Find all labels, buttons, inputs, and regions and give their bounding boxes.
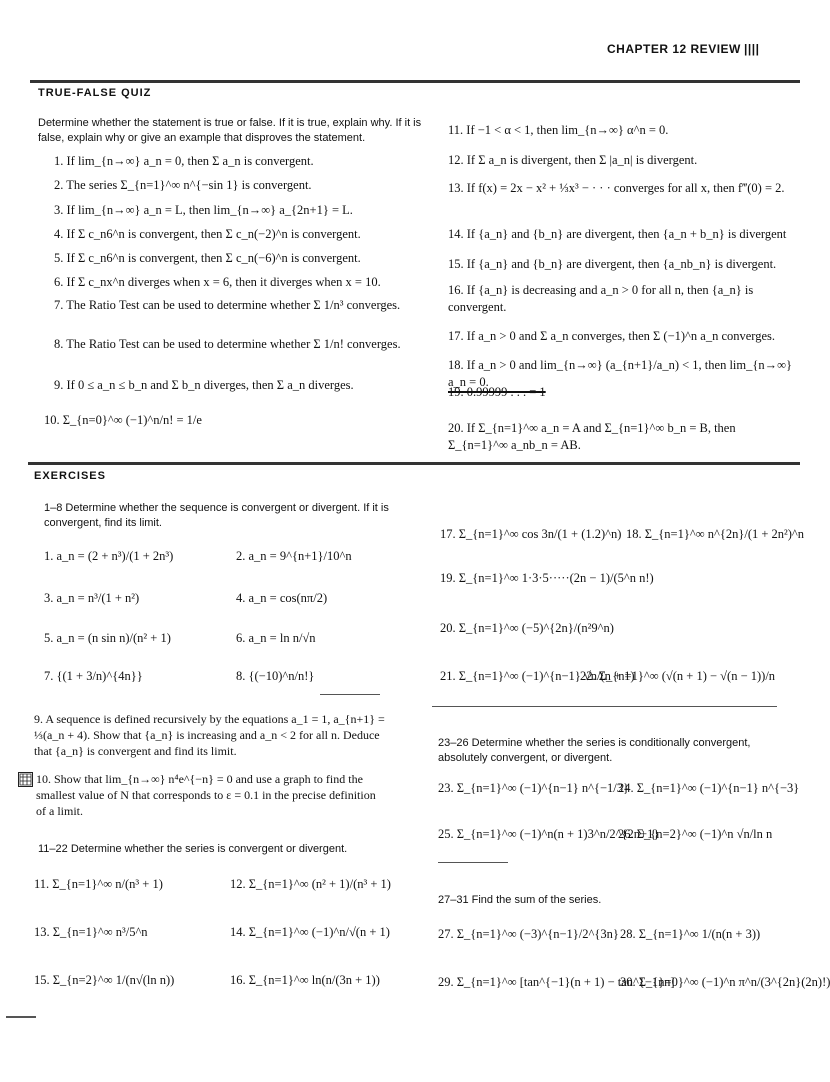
ex-8-rule <box>320 694 380 695</box>
ex-28: 28. Σ_{n=1}^∞ 1/(n(n + 3)) <box>620 927 761 941</box>
tf-heading: TRUE-FALSE QUIZ <box>38 87 152 99</box>
tf-18: 18. If a_n > 0 and lim_{n→∞} (a_{n+1}/a_n) < 1, then lim_{n→∞} a_n = 0. <box>448 358 793 389</box>
tf-1: 1. If lim_{n→∞} a_n = 0, then Σ a_n is convergent. <box>54 154 314 168</box>
chapter-marker: |||| <box>744 42 760 56</box>
ex-17: 17. Σ_{n=1}^∞ cos 3n/(1 + (1.2)^n) <box>440 527 622 541</box>
tf-12: 12. If Σ a_n is divergent, then Σ |a_n| is divergent. <box>448 153 698 167</box>
ex-19: 19. Σ_{n=1}^∞ 1·3·5·····(2n − 1)/(5^n n!) <box>440 571 654 585</box>
ex-26-rule <box>438 862 508 863</box>
ex-12: 12. Σ_{n=1}^∞ (n² + 1)/(n³ + 1) <box>230 877 391 891</box>
ex-instr-23-26: 23–26 Determine whether the series is conditionally convergent, absolutely convergent, or divergent. <box>438 737 751 764</box>
chapter-title: CHAPTER 12 REVIEW <box>607 42 741 56</box>
graphing-icon <box>18 772 33 787</box>
ex-18: 18. Σ_{n=1}^∞ n^{2n}/(1 + 2n²)^n <box>626 527 805 541</box>
ex-25: 25. Σ_{n=1}^∞ (−1)^n(n + 1)3^n/2^{2n+1} <box>438 827 660 841</box>
tf-10: 10. Σ_{n=0}^∞ (−1)^n/n! = 1/e <box>44 413 202 427</box>
ex-1: 1. a_n = (2 + n³)/(1 + 2n³) <box>44 549 174 563</box>
ex-heading: EXERCISES <box>34 470 106 482</box>
tf-20: 20. If Σ_{n=1}^∞ a_n = A and Σ_{n=1}^∞ b_n = B, then Σ_{n=1}^∞ a_nb_n = AB. <box>448 421 736 452</box>
ex-10: 10. Show that lim_{n→∞} n⁴e^{−n} = 0 and use a graph to find the smallest value of N that corresponds to ε = 0.1 in the precise definition of a limit. <box>36 772 376 818</box>
tf-13: 13. If f(x) = 2x − x² + ⅓x³ − · · · converges for all x, then f‴(0) = 2. <box>448 181 785 195</box>
ex-23: 23. Σ_{n=1}^∞ (−1)^{n−1} n^{−1/3} <box>438 781 630 795</box>
ex-15: 15. Σ_{n=2}^∞ 1/(n√(ln n)) <box>34 973 175 987</box>
ex-20: 20. Σ_{n=1}^∞ (−5)^{2n}/(n²9^n) <box>440 621 614 635</box>
ex-instr-27-31: 27–31 Find the sum of the series. <box>438 894 602 906</box>
tf-instructions: Determine whether the statement is true or false. If it is true, explain why. If it is false, explain why or give an example that disproves the statement. <box>38 117 422 144</box>
ex-16: 16. Σ_{n=1}^∞ ln(n/(3n + 1)) <box>230 973 380 987</box>
tf-14: 14. If {a_n} and {b_n} are divergent, then {a_n + b_n} is divergent <box>448 227 787 241</box>
tf-rule <box>30 80 800 83</box>
tf-16: 16. If {a_n} is decreasing and a_n > 0 for all n, then {a_n} is convergent. <box>448 283 754 314</box>
tf-19: 19. 0.99999 . . . = 1 <box>448 385 546 399</box>
tf-17: 17. If a_n > 0 and Σ a_n converges, then Σ (−1)^n a_n converges. <box>448 329 776 343</box>
ex-2: 2. a_n = 9^{n+1}/10^n <box>236 549 352 563</box>
tf-11: 11. If −1 < α < 1, then lim_{n→∞} α^n = 0. <box>448 123 669 137</box>
tf-5: 5. If Σ c_n6^n is convergent, then Σ c_n(−6)^n is convergent. <box>54 251 361 265</box>
ex-22-rule <box>432 706 777 707</box>
ex-11: 11. Σ_{n=1}^∞ n/(n³ + 1) <box>34 877 163 891</box>
ex-6: 6. a_n = ln n/√n <box>236 631 316 645</box>
tf-9: 9. If 0 ≤ a_n ≤ b_n and Σ b_n diverges, then Σ a_n diverges. <box>54 378 354 392</box>
ex-24: 24. Σ_{n=1}^∞ (−1)^{n−1} n^{−3} <box>618 781 800 795</box>
ex-rule <box>28 462 800 465</box>
ex-instr-1-8: 1–8 Determine whether the sequence is convergent or divergent. If it is convergent, find its limit. <box>44 502 389 529</box>
ex-14: 14. Σ_{n=1}^∞ (−1)^n/√(n + 1) <box>230 925 390 939</box>
ex-30: 30. Σ_{n=0}^∞ (−1)^n π^n/(3^{2n}(2n)!) <box>620 975 830 989</box>
ex-13: 13. Σ_{n=1}^∞ n³/5^n <box>34 925 148 939</box>
ex-8: 8. {(−10)^n/n!} <box>236 669 315 683</box>
tf-8: 8. The Ratio Test can be used to determine whether Σ 1/n! converges. <box>54 337 401 351</box>
tf-6: 6. If Σ c_nx^n diverges when x = 6, then it diverges when x = 10. <box>54 275 381 289</box>
tf-15: 15. If {a_n} and {b_n} are divergent, then {a_nb_n} is divergent. <box>448 257 777 271</box>
ex-27: 27. Σ_{n=1}^∞ (−3)^{n−1}/2^{3n} <box>438 927 619 941</box>
tf-4: 4. If Σ c_n6^n is convergent, then Σ c_n(−2)^n is convergent. <box>54 227 361 241</box>
tf-2: 2. The series Σ_{n=1}^∞ n^{−sin 1} is convergent. <box>54 178 312 192</box>
ex-4: 4. a_n = cos(nπ/2) <box>236 591 328 605</box>
ex-21: 21. Σ_{n=1}^∞ (−1)^{n−1} √n/(n + 1) <box>440 669 635 683</box>
ex-3: 3. a_n = n³/(1 + n²) <box>44 591 140 605</box>
ex-7: 7. {(1 + 3/n)^{4n}} <box>44 669 143 683</box>
ex-29: 29. Σ_{n=1}^∞ [tan^{−1}(n + 1) − tan^{−1}n] <box>438 975 675 989</box>
page-bottom-mark <box>6 1016 36 1018</box>
ex-instr-11-22: 11–22 Determine whether the series is convergent or divergent. <box>38 843 348 855</box>
ex-5: 5. a_n = (n sin n)/(n² + 1) <box>44 631 171 645</box>
ex-22: 22. Σ_{n=1}^∞ (√(n + 1) − √(n − 1))/n <box>580 669 776 683</box>
tf-7: 7. The Ratio Test can be used to determine whether Σ 1/n³ converges. <box>54 298 401 312</box>
ex-9: 9. A sequence is defined recursively by the equations a_1 = 1, a_{n+1} = ⅓(a_n + 4). Show that {a_n} is increasing and a_n < 2 for all n. Deduce that {a_n} is convergent and find its limit. <box>34 712 385 758</box>
ex-26: 26. Σ_{n=2}^∞ (−1)^n √n/ln n <box>618 827 773 841</box>
tf-3: 3. If lim_{n→∞} a_n = L, then lim_{n→∞} a_{2n+1} = L. <box>54 203 353 217</box>
